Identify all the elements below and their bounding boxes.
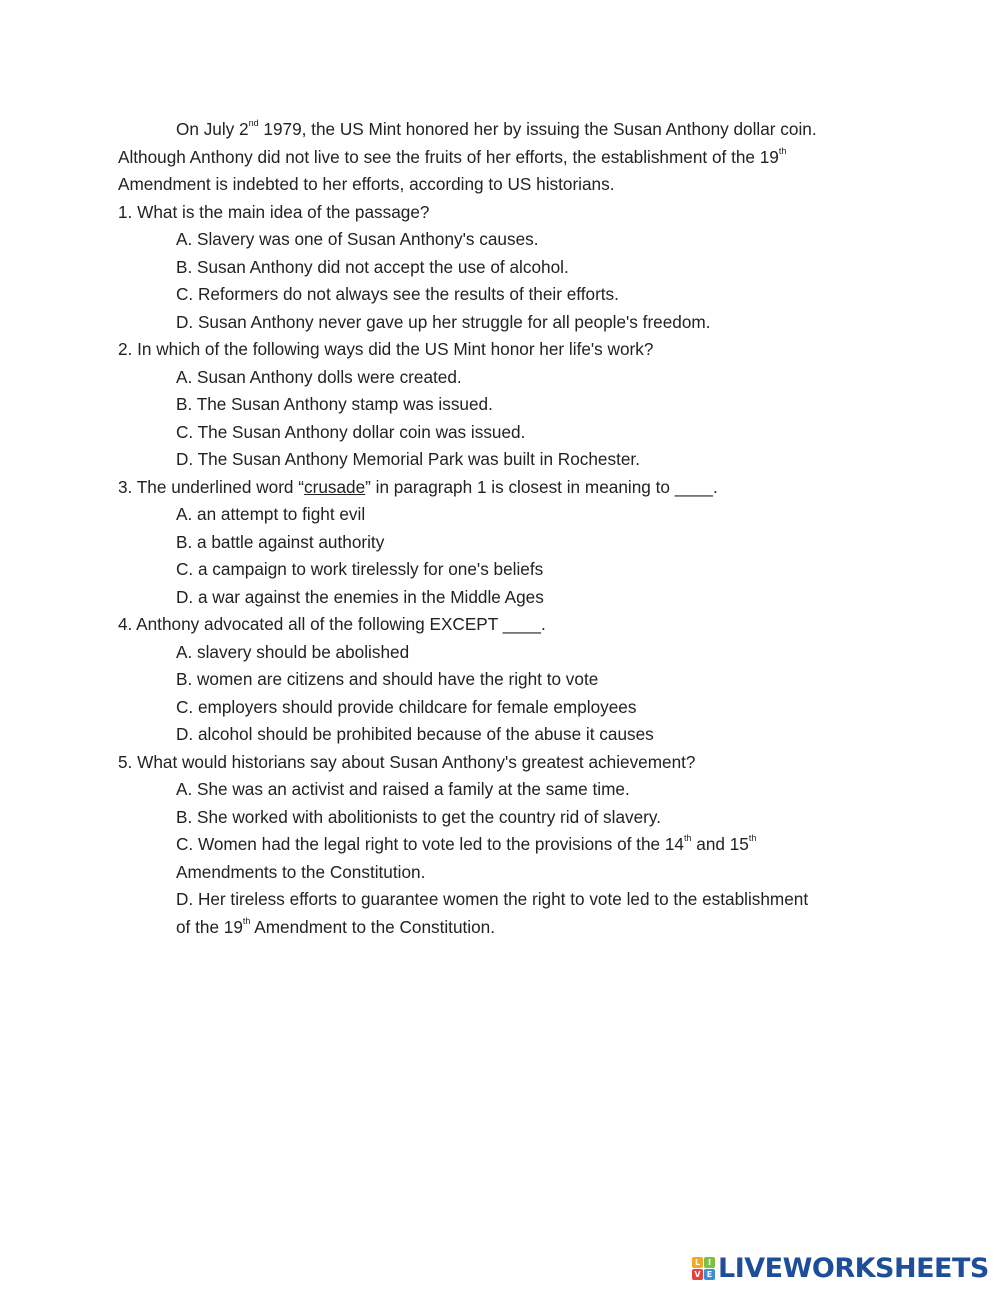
worksheet-page: [118, 116, 888, 941]
question-4: [118, 611, 888, 639]
q5-option-b: B. She worked with abolitionists to get the country rid of slavery.: [176, 806, 661, 827]
logo-tile: L: [692, 1257, 703, 1268]
option-text: Amendment to the Constitution.: [250, 916, 496, 937]
q5-option-d: D. Her tireless efforts to guarantee women the right to vote led to the establishment: [176, 889, 809, 909]
q5-option-d-cont: [118, 914, 888, 942]
q2-option-d: D. The Susan Anthony Memorial Park was built in Rochester.: [176, 449, 640, 469]
logo-mark-icon: [692, 1257, 715, 1280]
q2-option-a: A. Susan Anthony dolls were created.: [176, 366, 462, 387]
option-text: and 15: [691, 834, 749, 854]
logo-tile: V: [692, 1269, 703, 1280]
option-text: of the 19: [176, 916, 243, 937]
q5-option-c: [118, 831, 888, 859]
question-5: 5. What would historians say about Susan Anthony's greatest achievement?: [118, 751, 696, 772]
q4-option-a: A. slavery should be abolished: [176, 641, 410, 662]
q1-option-b: B. Susan Anthony did not accept the use of alcohol.: [176, 256, 569, 277]
question-1: 1. What is the main idea of the passage?: [118, 201, 430, 222]
q3-option-a: A. an attempt to fight evil: [176, 504, 366, 524]
q3-option-b: B. a battle against authority: [176, 531, 385, 552]
superscript: th: [683, 833, 692, 844]
intro-text: On July 2: [176, 119, 249, 139]
q5-option-c-cont: Amendments to the Constitution.: [176, 861, 426, 882]
liveworksheets-logo: [692, 1253, 989, 1283]
q1-option-d: D. Susan Anthony never gave up her struggle for all people's freedom.: [176, 311, 711, 332]
q3-option-c: C. a campaign to work tirelessly for one's beliefs: [176, 559, 544, 579]
question-text: ” in paragraph 1 is closest in meaning to: [365, 476, 675, 497]
option-text: C. Women had the legal right to vote led to the provisions of the 14: [176, 834, 684, 854]
question-text: 4. Anthony advocated all of the following EXCEPT: [118, 614, 503, 634]
answer-blank: ____: [502, 614, 541, 634]
intro-line-1: [118, 116, 888, 144]
intro-line-3: Amendment is indebted to her efforts, according to US historians.: [118, 174, 615, 194]
logo-tile: I: [704, 1257, 715, 1268]
superscript: th: [778, 145, 787, 156]
q2-option-b: B. The Susan Anthony stamp was issued.: [176, 394, 493, 414]
underlined-word: crusade: [304, 476, 366, 497]
intro-line-2: [118, 144, 888, 172]
question-3: [118, 474, 888, 502]
logo-text: LIVEWORKSHEETS: [718, 1252, 989, 1284]
q1-option-c: C. Reformers do not always see the results of their efforts.: [176, 284, 619, 304]
q1-option-a: A. Slavery was one of Susan Anthony's causes.: [176, 229, 539, 249]
q2-option-c: C. The Susan Anthony dollar coin was issued.: [176, 421, 526, 442]
superscript: th: [748, 833, 757, 844]
question-text: .: [712, 476, 718, 497]
superscript: th: [242, 915, 251, 926]
intro-text: 1979, the US Mint honored her by issuing the Susan Anthony dollar coin.: [258, 119, 817, 139]
q5-option-a: A. She was an activist and raised a family at the same time.: [176, 779, 630, 799]
q4-option-c: C. employers should provide childcare for female employees: [176, 696, 637, 717]
q4-option-d: D. alcohol should be prohibited because of the abuse it causes: [176, 724, 654, 744]
q4-option-b: B. women are citizens and should have the right to vote: [176, 669, 599, 689]
superscript: nd: [248, 118, 259, 129]
q3-option-d: D. a war against the enemies in the Middle Ages: [176, 586, 544, 607]
question-text: .: [540, 614, 546, 634]
logo-tile: E: [704, 1269, 715, 1280]
question-text: 3. The underlined word “: [118, 476, 304, 497]
answer-blank: ____: [674, 476, 713, 497]
question-2: 2. In which of the following ways did the US Mint honor her life's work?: [118, 339, 654, 359]
intro-text: Although Anthony did not live to see the fruits of her efforts, the establishment of the 19: [118, 146, 779, 167]
